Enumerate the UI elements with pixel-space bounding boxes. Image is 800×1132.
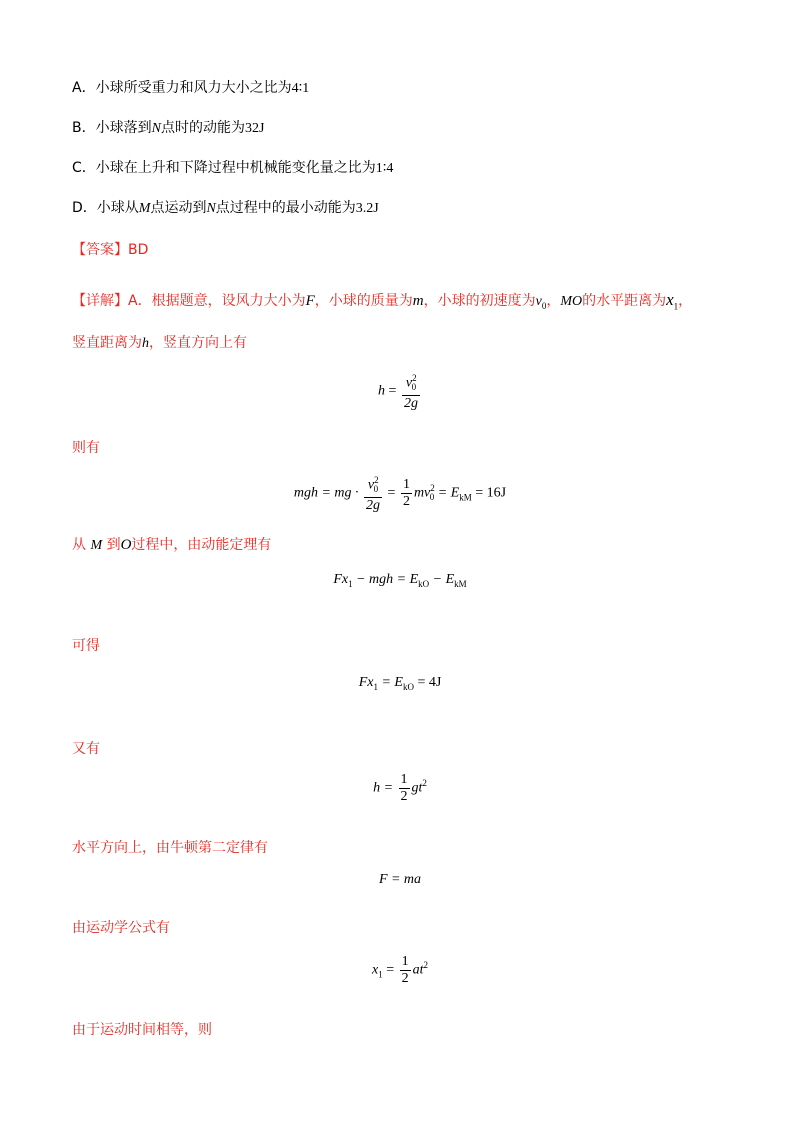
eq2-half <box>401 477 412 510</box>
expl1-p3: ，小球的初速度为 <box>423 293 536 309</box>
expl2-var-h: h <box>142 336 149 351</box>
eq2-mid2: mv <box>413 485 431 501</box>
equation-4 <box>0 675 800 692</box>
from-var-o: O <box>120 537 132 553</box>
option-a-text: A．小球所受重力和风力大小之比为 <box>72 80 292 96</box>
kinematics-label: 由运动学公式有 <box>72 920 170 936</box>
from-var-m: M <box>90 538 103 553</box>
expl1-v: v <box>535 294 542 309</box>
expl1-v-sub: 0 <box>541 300 547 311</box>
option-d <box>72 198 379 219</box>
explanation-line-2 <box>72 333 247 354</box>
eq7-eq: = <box>382 962 395 978</box>
eq5-num: 1 <box>400 772 408 787</box>
then-have-label: 则有 <box>72 440 100 456</box>
eq7-lhs: x <box>371 962 379 978</box>
eq2-frac-sup: 2 <box>374 475 379 485</box>
expl1-var-m: m <box>412 293 424 309</box>
eq2-rhs-sub: kM <box>459 492 472 503</box>
option-b-text1: B．小球落到 <box>72 120 152 136</box>
option-b-value: 32J <box>244 121 265 136</box>
option-b-var: N <box>151 121 161 136</box>
expl1-var-x1 <box>666 290 679 312</box>
eq1-num-sub: 0 <box>411 382 417 393</box>
eq1-fraction <box>402 370 420 412</box>
equation-2 <box>0 472 800 514</box>
expl1-var-v0 <box>536 294 547 309</box>
eq7-den: 2 <box>401 971 409 986</box>
eq1-den: 2g <box>403 396 418 412</box>
option-b-text2: 点时的动能为 <box>160 120 245 136</box>
eq7-rhs: at <box>412 962 424 978</box>
eq1-lhs: h <box>378 383 386 399</box>
eq6-text: F = ma <box>378 872 422 887</box>
expl1-var-f: F <box>305 293 315 309</box>
option-d-value: 3.2J <box>355 201 379 216</box>
horizontal-newton-label: 水平方向上，由牛顿第二定律有 <box>72 840 268 856</box>
equation-5 <box>0 772 800 805</box>
equal-time-label: 由于运动时间相等，则 <box>72 1022 212 1038</box>
eq5-fraction <box>399 772 410 805</box>
eq3-t2-sub: kO <box>418 578 430 589</box>
eq2-frac-num: v <box>367 477 375 493</box>
eq4-t2: = E <box>377 675 403 690</box>
expl1-p1: 【详解】A．根据题意，设风力大小为 <box>72 293 306 309</box>
eq3-t3-sub: kM <box>454 578 467 589</box>
eq2-lhs: mgh = mg · <box>293 485 359 501</box>
eq2-rhs-val: = 16J <box>475 485 507 501</box>
eq7-rhs-sup: 2 <box>423 960 428 971</box>
from-p1: 从 <box>72 537 86 553</box>
eq4-t2-sub: kO <box>402 681 414 692</box>
eq5-rhs: gt <box>411 780 423 796</box>
eq3-t1: Fx <box>333 572 349 587</box>
equation-3 <box>0 572 800 589</box>
expl2-p1: 竖直距离为 <box>72 335 142 351</box>
eq5-rhs-sup: 2 <box>422 778 427 789</box>
eq2-mid2-sup: 2 <box>430 482 435 493</box>
from-m-to-o-line <box>72 535 271 556</box>
eq4-t1: Fx <box>358 675 374 690</box>
eq5-lhs: h = <box>373 780 394 796</box>
explanation-line-1 <box>72 290 692 316</box>
expl1-x: x <box>666 290 674 309</box>
expl1-var-mo: MO <box>560 294 583 309</box>
eq7-num: 1 <box>401 954 409 969</box>
expl1-x-sub: 1 <box>673 301 679 312</box>
option-a-value: 4∶1 <box>291 81 310 96</box>
also-have-label: 又有 <box>72 741 100 757</box>
expl1-p2: ，小球的质量为 <box>314 293 413 309</box>
eq2-half-den: 2 <box>402 493 410 509</box>
eq3-t2: − mgh = E <box>352 572 419 587</box>
option-c <box>72 158 393 179</box>
option-a <box>72 78 309 99</box>
option-d-text3: 点过程中的最小动能为 <box>215 200 356 216</box>
eq3-t1-sub: 1 <box>348 578 353 589</box>
can-get-label: 可得 <box>72 638 100 654</box>
option-d-text2: 点运动到 <box>150 200 207 216</box>
eq2-rhs: = E <box>437 485 460 501</box>
option-d-var2: N <box>206 201 216 216</box>
expl2-p2: ，竖直方向上有 <box>149 335 247 351</box>
expl1-p5: 的水平距离为 <box>582 293 667 309</box>
from-p3: 过程中，由动能定理有 <box>131 537 272 553</box>
expl1-p6: ， <box>678 293 693 309</box>
eq2-mid1: = <box>387 485 396 501</box>
eq4-t1-sub: 1 <box>373 681 378 692</box>
option-b <box>72 118 264 139</box>
equation-1: h = $\frac{v^2_0}{2g}$ <box>0 370 800 412</box>
from-p2: 到 <box>106 537 121 553</box>
option-d-var1: M <box>138 201 151 216</box>
eq4-t3: = 4J <box>413 675 442 690</box>
equation-6 <box>0 872 800 888</box>
answer-line: 【答案】BD <box>72 242 149 258</box>
eq1-num-sup: 2 <box>412 373 417 383</box>
expl1-p4: ， <box>546 293 561 309</box>
eq1-num: v <box>405 375 413 391</box>
option-c-text: C．小球在上升和下降过程中机械能变化量之比为 <box>72 160 376 176</box>
option-c-value: 1∶4 <box>375 161 394 176</box>
eq2-frac-sub: 0 <box>373 484 379 495</box>
option-d-text1: D．小球从 <box>72 200 139 216</box>
eq7-lhs-sub: 1 <box>378 969 383 980</box>
equation-7 <box>0 954 800 987</box>
eq5-den: 2 <box>400 789 408 804</box>
eq7-fraction <box>400 954 411 987</box>
eq2-fraction <box>364 472 382 514</box>
eq2-frac-den: 2g <box>366 498 381 514</box>
eq3-t3: − E <box>429 572 455 587</box>
eq2-mid2-sub: 0 <box>429 492 435 503</box>
eq2-half-num: 1 <box>402 476 410 492</box>
